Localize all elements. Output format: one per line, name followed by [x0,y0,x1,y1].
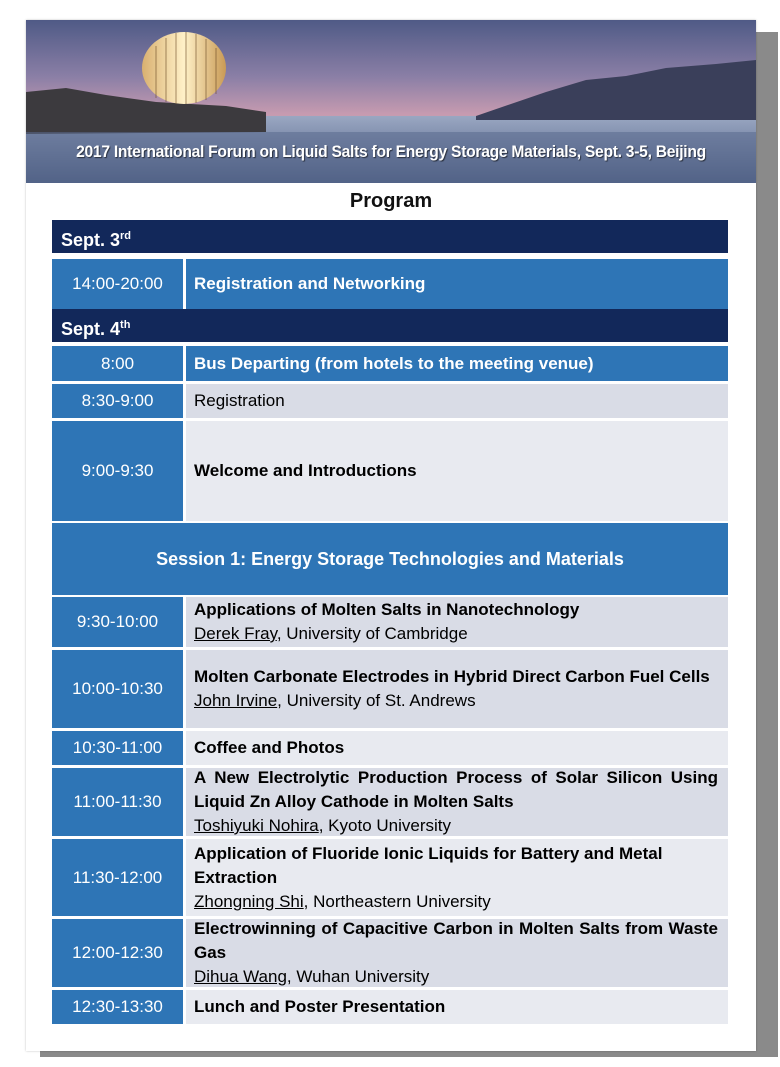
day-suffix: th [120,319,131,331]
schedule-row [52,768,728,836]
time-cell: 8:00 [52,346,183,381]
talk-speaker-line [194,622,718,646]
speaker-affiliation: , Wuhan University [286,967,430,986]
time-cell: 14:00-20:00 [52,259,183,309]
schedule-row [52,990,728,1024]
schedule-row [52,839,728,916]
time-cell: 8:30-9:00 [52,384,183,418]
speaker-name: Zhongning Shi [194,891,304,911]
time-cell: 10:30-11:00 [52,731,183,765]
talk-cell [186,768,728,836]
talk-cell [186,597,728,647]
event-cell [186,259,728,309]
event-cell [186,731,728,765]
time-cell: 9:30-10:00 [52,597,183,647]
day-suffix: rd [120,230,132,242]
time-cell: 12:00-12:30 [52,919,183,987]
speaker-name: John Irvine [194,691,278,710]
time-cell: 10:00-10:30 [52,650,183,728]
speaker-affiliation: , University of St. Andrews [277,691,476,710]
event-cell [186,384,728,418]
day-header-sept-4 [52,309,728,342]
talk-cell [186,650,728,728]
talk-cell [186,919,728,987]
schedule-row [52,346,728,381]
time-cell: 9:00-9:30 [52,421,183,521]
speaker-name: Derek Fray [194,624,277,643]
event-text: Coffee and Photos [194,738,345,757]
session-header: Session 1: Energy Storage Technologies and Materials [52,523,728,595]
schedule-row [52,919,728,987]
talk-speaker-line [194,965,718,989]
speaker-affiliation: , University of Cambridge [276,624,468,643]
speaker-affiliation: , Kyoto University [318,816,451,835]
event-text: Registration [194,391,285,410]
talk-speaker-line [194,689,718,713]
schedule-row [52,421,728,521]
schedule-row [52,731,728,765]
event-cell [186,421,728,521]
event-cell [186,346,728,381]
banner-image [26,20,756,183]
talk-title: A New Electrolytic Production Process of Solar Silicon Using Liquid Zn Alloy Cathode in Molten Salts [194,768,718,811]
schedule-row [52,597,728,647]
talk-title: Molten Carbonate Electrodes in Hybrid Direct Carbon Fuel Cells [194,667,710,686]
speaker-name: Toshiyuki Nohira [194,816,319,835]
event-text: Lunch and Poster Presentation [194,997,446,1016]
speaker-affiliation: , Northeastern University [303,891,491,911]
program-page [26,20,756,1051]
speaker-name: Dihua Wang [194,967,287,986]
schedule-row [52,259,728,309]
time-cell: 12:30-13:30 [52,990,183,1024]
talk-speaker-line [194,890,718,914]
talk-title: Application of Fluoride Ionic Liquids for Battery and Metal Extraction [194,843,663,887]
time-cell: 11:30-12:00 [52,839,183,916]
day-label: Sept. 4 [61,319,121,339]
talk-title: Electrowinning of Capacitive Carbon in Molten Salts from Waste Gas [194,919,718,962]
time-cell: 11:00-11:30 [52,768,183,836]
day-label: Sept. 3 [61,230,121,250]
schedule-row [52,384,728,418]
event-text: Bus Departing (from hotels to the meeting venue) [194,353,594,373]
talk-title: Applications of Molten Salts in Nanotechnology [194,600,580,619]
event-text: Registration and Networking [194,274,426,293]
talk-speaker-line [194,814,718,838]
day-header-sept-3 [52,220,728,253]
event-text: Welcome and Introductions [194,461,417,480]
talk-cell [186,839,728,916]
event-cell [186,990,728,1024]
schedule-row [52,650,728,728]
program-heading: Program [349,190,433,212]
banner-title: 2017 International Forum on Liquid Salts for Energy Storage Materials, Sept. 3-5, Beijing [76,142,706,161]
